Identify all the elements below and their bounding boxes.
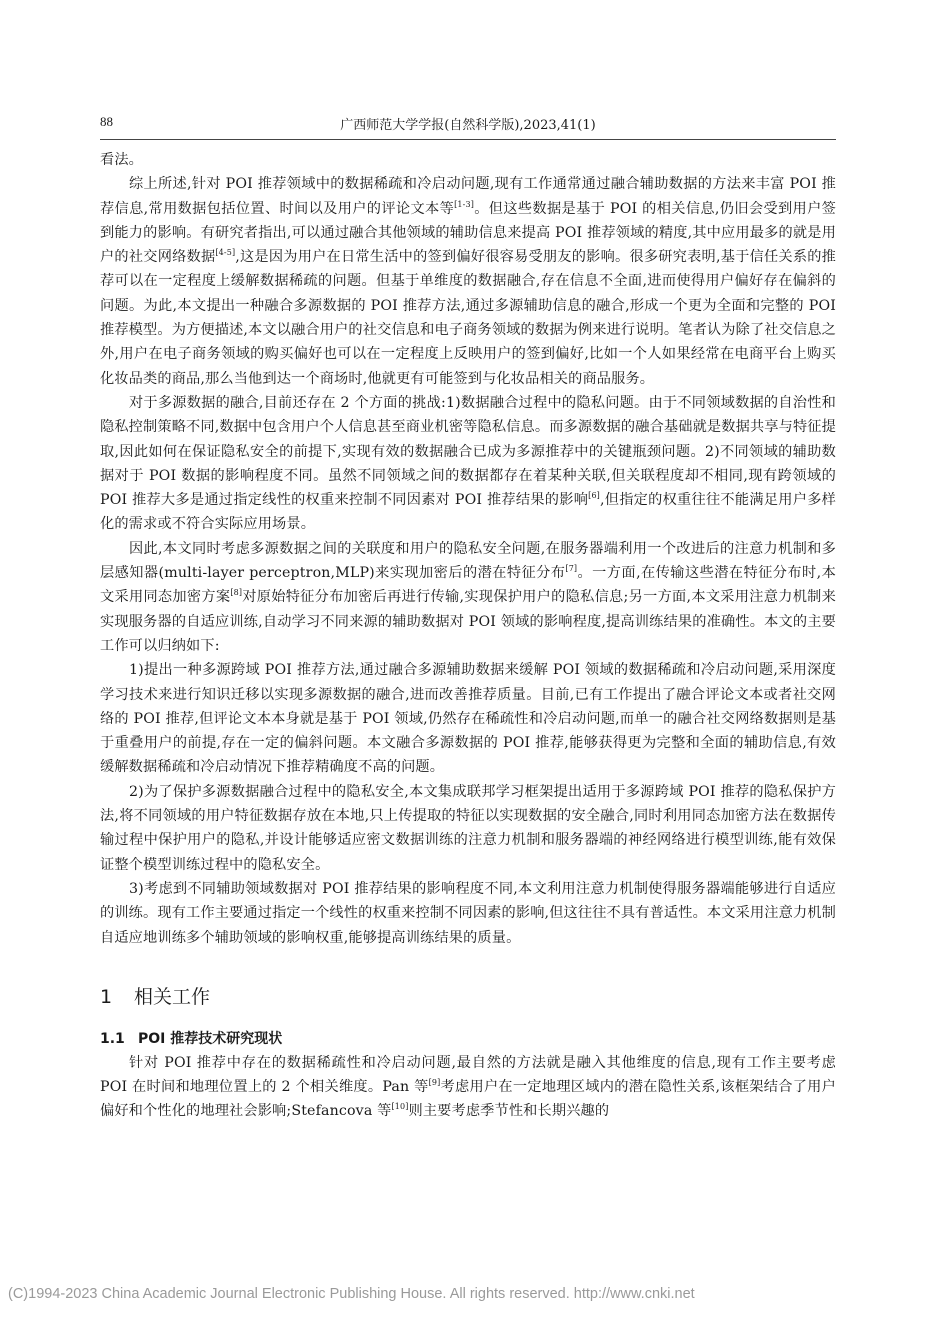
paragraph-continuation: 看法。	[100, 152, 144, 168]
subsection-heading	[100, 1027, 836, 1051]
citation-ref: [1-3]	[454, 199, 474, 209]
copyright-footer: (C)1994-2023 China Academic Journal Electronic Publishing House. All rights reserved. http://www.cnki.net	[8, 1286, 695, 1302]
subsection-number: 1.1	[100, 1030, 125, 1047]
citation-ref: [8]	[230, 588, 243, 598]
text-run: 。但这些数据是基于 POI 的相关信息,仍旧会受到用户签到能力的影响。有研究者指出,可以通过融合其他领域的辅助信息来提高 POI 推荐领域的精度,其中应用最多的就是用户的社交网络数据	[100, 200, 836, 266]
paragraph-challenges	[100, 391, 836, 537]
text-run: 。一方面,在传输这些潜在特征分布时,本文采用同态加密方案	[100, 565, 836, 606]
text-run: ,这是因为用户在日常生活中的签到偏好很容易受朋友的影响。很多研究表明,基于信任关系的推荐可以在一定程度上缓解数据稀疏的问题。但基于单维度的数据融合,存在信息不全面,进而使得用户偏好存在偏斜的问题。为此,本文提出一种融合多源数据的 POI 推荐方法,通过多源辅助信息的融合,形成一个更为全面和完整的 POI 推荐模型。为方便描述,本文以融合用户的社交信息和电子商务领域的数据为例来进行说明。笔者认为除了社交信息之外,用户在电子商务领域的购买偏好也可以在一定程度上反映用户的签到偏好,比如一个人如果经常在电商平台上购买化妆品类的商品,那么当他到达一个商场时,他就更有可能签到与化妆品相关的商品服务。	[100, 249, 836, 387]
contribution-3: 3)考虑到不同辅助领域数据对 POI 推荐结果的影响程度不同,本文利用注意力机制使得服务器端能够进行自适应的训练。现有工作主要通过指定一个线性的权重来控制不同因素的影响,但这往往不具有普适性。本文采用注意力机制自适应地训练多个辅助领域的影响权重,能够提高训练结果的质量。	[100, 880, 836, 946]
journal-citation: 广西师范大学学报(自然科学版),2023,41(1)	[340, 118, 596, 133]
paragraph-related-work	[100, 1051, 836, 1124]
contribution-2: 2)为了保护多源数据融合过程中的隐私安全,本文集成联邦学习框架提出适用于多源跨域 POI 推荐的隐私保护方法,将不同领域的用户特征数据存放在本地,只上传提取的特征以实现数据的安全融合,同时利用同态加密方法在数据传输过程中保护用户的隐私,并设计能够适应密文数据训练的注意力机制和服务器端的神经网络进行模型训练,能有效保证整个模型训练过程中的隐私安全。	[100, 783, 836, 873]
text-run: 综上所述,针对 POI 推荐领域中的数据稀疏和冷启动问题,现有工作通常通过融合辅助数据的方法来丰富 POI 推荐信息,常用数据包括位置、时间以及用户的评论文本等	[100, 176, 836, 217]
text-run: 因此,本文同时考虑多源数据之间的关联度和用户的隐私安全问题,在服务器端利用一个改进后的注意力机制和多层感知器(multi-layer perceptron,MLP)来实现加密后的潜在特征分布	[100, 540, 836, 582]
section-title: 相关工作	[134, 985, 211, 1008]
paragraph-approach	[100, 537, 836, 658]
citation-ref: [10]	[391, 1102, 409, 1112]
running-header	[100, 114, 836, 136]
text-run: ,但指定的权重往往不能满足用户多样化的需求或不符合实际应用场景。	[100, 492, 836, 533]
page-number: 88	[100, 114, 113, 129]
citation-ref: [7]	[565, 564, 578, 574]
subsection-title: POI 推荐技术研究现状	[138, 1030, 283, 1047]
header-rule	[100, 139, 836, 140]
text-run: 针对 POI 推荐中存在的数据稀疏性和冷启动问题,最自然的方法就是融入其他维度的信息,现有工作主要考虑 POI 在时间和地理位置上的 2 个相关维度。Pan 等	[100, 1054, 836, 1096]
text-run: 对于多源数据的融合,目前还存在 2 个方面的挑战:1)数据融合过程中的隐私问题。由于不同领域数据的自治性和隐私控制策略不同,数据中包含用户个人信息甚至商业机密等隐私信息。而多源数据的融合基础就是数据共享与特征提取,因此如何在保证隐私安全的前提下,实现有效的数据融合已成为多源推荐中的关键瓶颈问题。2)不同领域的辅助数据对于 POI 数据的影响程度不同。虽然不同领域之间的数据都存在着某种关联,但关联程度却不相同,现有跨领域的 POI 推荐大多是通过指定线性的权重来控制不同因素对 POI 推荐结果的影响	[100, 394, 836, 509]
citation-ref: [6]	[588, 491, 600, 501]
contribution-1: 1)提出一种多源跨域 POI 推荐方法,通过融合多源辅助数据来缓解 POI 领域的数据稀疏和冷启动问题,采用深度学习技术来进行知识迁移以实现多源数据的融合,进而改善推荐质量。目前,已有工作提出了融合评论文本或者社交网络的 POI 推荐,但评论文本本身就是基于 POI 领域,仍然存在稀疏性和冷启动问题,而单一的融合社交网络数据则是基于重叠用户的前提,存在一定的偏斜问题。本文融合多源数据的 POI 推荐,能够获得更为完整和全面的辅助信息,有效缓解数据稀疏和冷启动情况下推荐精确度不高的问题。	[100, 662, 836, 776]
section-heading	[100, 977, 836, 1017]
section-number: 1	[100, 985, 113, 1008]
paragraph-motivation	[100, 172, 836, 391]
citation-ref: [9]	[428, 1078, 441, 1088]
text-run: 对原始特征分布加密后再进行传输,实现保护用户的隐私信息;另一方面,本文采用注意力机制来实现服务器的自适应训练,自动学习不同来源的辅助数据对 POI 领域的影响程度,提高训练结果的准确性。本文的主要工作可以归纳如下:	[100, 589, 836, 654]
citation-ref: [4-5]	[215, 248, 236, 258]
article-body	[100, 148, 836, 1124]
text-run: 考虑用户在一定地理区域内的潜在隐性关系,该框架结合了用户偏好和个性化的地理社会影响;Stefancova 等	[100, 1079, 836, 1120]
text-run: 则主要考虑季节性和长期兴趣的	[408, 1103, 610, 1120]
